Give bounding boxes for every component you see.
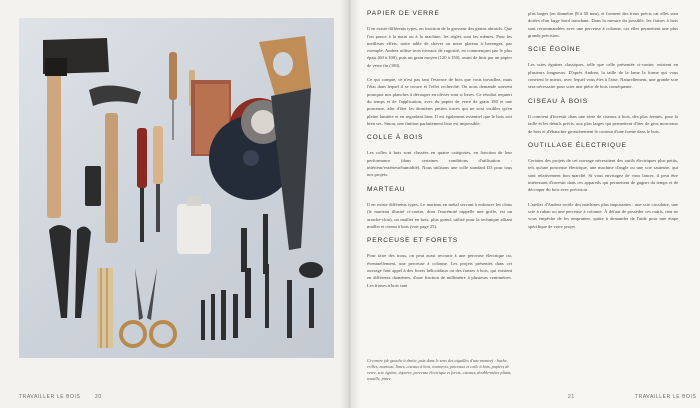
heading-colle-a-bois: COLLE À BOIS (367, 134, 424, 142)
heading-papier-de-verre: PAPIER DE VERRE (367, 10, 440, 17)
text-column-2 (528, 10, 678, 237)
page-number-right: 21 (568, 394, 575, 400)
heading-outillage-electrique: OUTILLAGE ÉLECTRIQUE (528, 141, 627, 149)
small-tools (241, 214, 323, 278)
glue-bottle (177, 196, 211, 254)
hammer (89, 85, 141, 243)
drill-bits (201, 264, 314, 340)
pincers (49, 225, 91, 318)
tools-photo (19, 18, 334, 358)
photo-caption: Ci-contre (de gauche à droite, puis dans le sens des aiguilles d'une montre) : hache, vrilles, marteau, limes, ciseaux à bois, tournevis, pinceaux et colle à bois, papiers de verre, scie égoïne, équerre, perceuse électrique et forets, ciseaux, double-mètre pliant, tenaille, pince. (367, 358, 512, 381)
paragraph: Pour faire des trous, on peut aussi recourir à une perceuse électrique ou, éventuellement, une perceuse à colonne. Les projets présentés dans cet ouvrage font appel à des forets hélicoïdaux ou des fraises à bois, qui existent en différents diamètres, d'une fraction de millimètre à plusieurs centimètres. Les fraises à bois sont (367, 253, 512, 288)
paragraph: Il en existe différents types. Le marteau en métal servant à enfoncer les clous (le marteau illustré ci-contre, dont l'extrémité rappelle une griffe, est un arrache-clou), un maillet en bois, plus grand, utilisé pour la technique alliant maillet et ciseau à bois (voir page 25). (367, 201, 512, 229)
paragraph: Les colles à bois sont classées en quatre catégories, en fonction de leur performance (dans certaines conditions d'utilisation : intérieur/extérieur/humidité). Nous utilisons une colle standard D3 pour tous nos projets. (367, 150, 512, 178)
paragraph: plus larges (en diamètre (8 à 50 mm), et forment des trous précis car elles sont dotées d'un large bord tranchant. Dans la mesure du possible, les fraises à bois sont recommandées avec une perceuse à colonne, car elles permettent une plus grande précision. (528, 11, 678, 38)
heading-perceuse-et-forets: PERCEUSE ET FORETS (367, 237, 459, 245)
folding-rule (97, 268, 113, 348)
paragraph: Il en existe différents types, en fonction de la grosseur des grains abrasifs. Que l'on ponce à la main ou à la machine, les règles sont les mêmes. Pour les meilleurs effets, notre table de chevet ou notre plateau à bavenges, par exemple, Andrea utilise trois niveaux de rugosité, en commençant par le plus épais (60 à 100), puis un grain moyen (120 à 150), avant de finir par un papier de verre fin (180). (367, 26, 512, 68)
heading-scie-egoine: SCIE ÉGOÏNE (528, 46, 581, 54)
scissors (121, 268, 175, 346)
running-title-left: TRAVAILLER LE BOIS (19, 394, 81, 400)
paragraph: Ce qui compte, ce n'est pas tant l'essence de bois que vous travaillez, mais l'état dans lequel il se trouve et l'effet recherché. On nous demande souvent pourquoi nos planches à découper en olivier sont si lisses. Ce résultat requiert du temps et de l'application, avec du papier de verre de grain 180 et une ponceuse, afin d'ôter les dernières petites traces qui ne sont visibles qu'en pleine lumière et en regardant bien. Il est également essentiel que le bois soit bien sec. Sinon, une finition parfaitement lisse est impossible. (367, 77, 512, 126)
paragraph: L'atelier d'Andrea recèle des machines plus imposantes : une scie circulaire, une scie à ruban ou une perceuse à colonne. À défaut de posséder ces outils, rien ne vous empêche de les emprunter, quitte à demander de l'aide pour une étape spécifique de votre projet. (528, 201, 678, 229)
paragraph: Il convient d'investir dans une série de ciseaux à bois, des plus fermés, pour la taille et les détails précis, aux plus larges qui permettent d'ôter de gros morceaux de bois et d'ébaucher grossièrement le contour d'une forme dans le bois. (528, 113, 678, 134)
tools-illustration (19, 18, 334, 358)
right-page (350, 0, 700, 408)
paragraph: Les scies égoïnes classiques, telle que celle présentée ci-contre, existent en plusieurs longueurs. D'après Andrea, la taille de la lame la forme qui vous convient le mieux, avec lequel vous êtes à l'aise. Naturellement, une grande scie sera nécessaire pour scier une pièce de bois conséquente. (528, 62, 678, 90)
running-title-right: TRAVAILLER LE BOIS (635, 394, 697, 400)
heading-marteau: MARTEAU (367, 185, 406, 193)
heading-ciseau-a-bois: CISEAU À BOIS (528, 97, 589, 105)
page-number-left: 20 (95, 394, 102, 400)
chisels (85, 126, 163, 242)
paragraph: Certains des projets de cet ouvrage nécessitent des outils électriques plus petits, tels qu'une ponceuse électrique, une machine d'angle ou une scie sauteuse, qui sont relativement bon marché. Si vous envisagez de vous lancer, il peut être intéressant d'investir dans ces appareils qui permettent de gagner du temps et de découper du bois avec précision. (528, 158, 678, 193)
text-column-1 (367, 10, 512, 296)
